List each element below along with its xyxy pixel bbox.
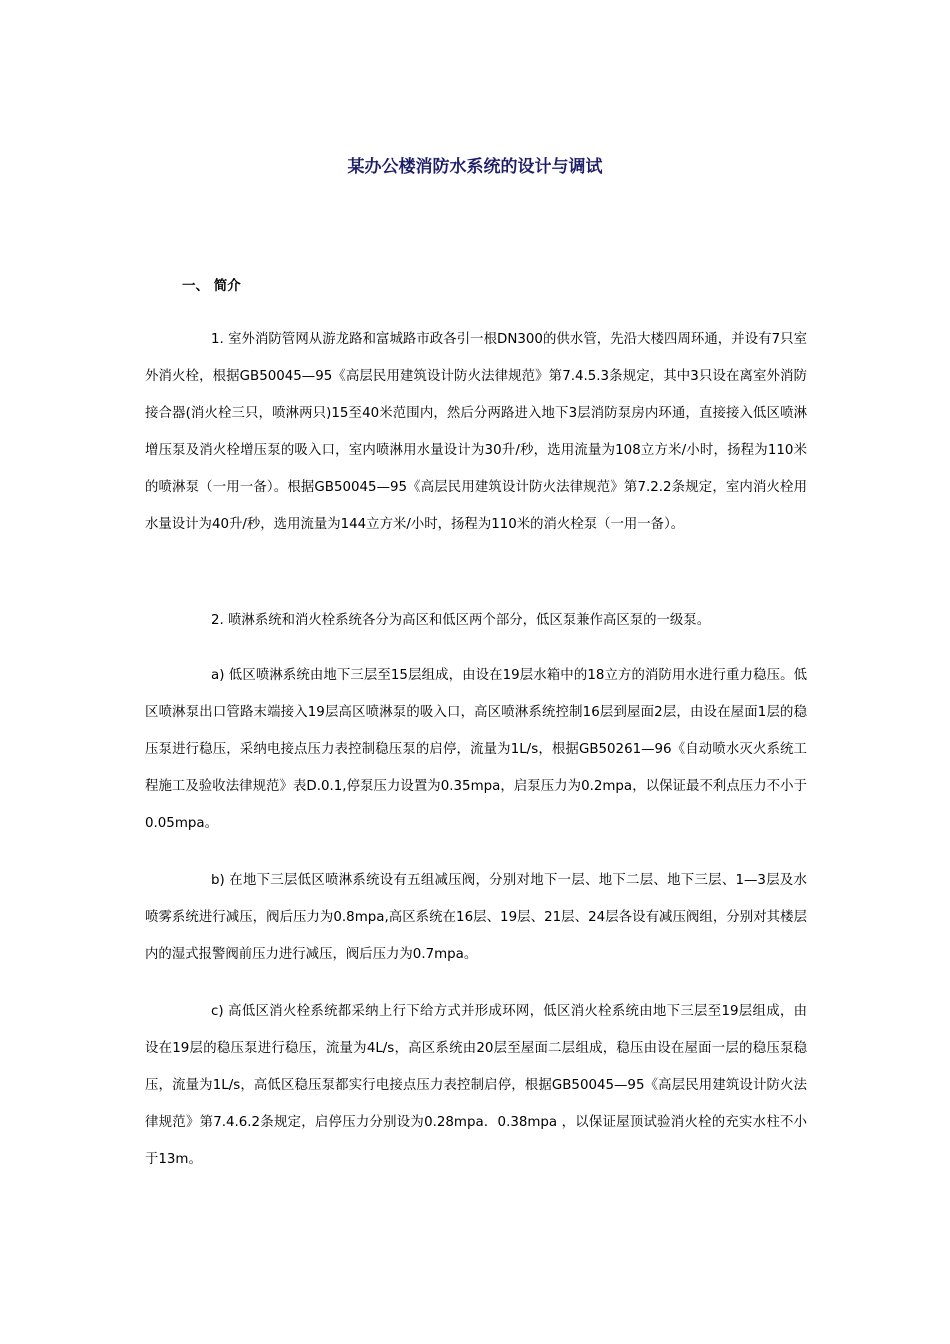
document-title: 某办公楼消防水系统的设计与调试: [347, 157, 603, 177]
paragraph-1: 1. 室外消防管网从游龙路和富城路市政各引一根DN300的供水管，先沿大楼四周环通，并设有7只室外消火栓，根据GB50045—95《高层民用建筑设计防火法律规范》第7.4.5.3条规定，其中3只设在离室外消防接合器(消火栓三只，喷淋两只)15至40米范围内，然后分两路进入地下3层消防泵房内环通，直接接入低区喷淋增压泵及消火栓增压泵的吸入口，室内喷淋用水量设计为30升/秒，选用流量为108立方米/小时，扬程为110米的喷淋泵（一用一备）。根据GB50045—95《高层民用建筑设计防火法律规范》第7.2.2条规定，室内消火栓用水量设计为40升/秒，选用流量为144立方米/小时，扬程为110米的消火栓泵（一用一备）。: [145, 332, 807, 532]
paragraph-2: 2. 喷淋系统和消火栓系统各分为高区和低区两个部分，低区泵兼作高区泵的一级泵。: [211, 613, 711, 628]
paragraph-c: c) 高低区消火栓系统都采纳上行下给方式并形成环网，低区消火栓系统由地下三层至19层组成，由设在19层的稳压泵进行稳压，流量为4L/s，高区系统由20层至屋面二层组成，稳压由设在屋面一层的稳压泵稳压，流量为1L/s，高低区稳压泵都实行电接点压力表控制启停，根据GB50045—95《高层民用建筑设计防火法律规范》第7.4.6.2条规定，启停压力分别设为0.28mpa．0.38mpa ，以保证屋顶试验消火栓的充实水柱不小于13m。: [145, 1004, 807, 1167]
paragraph-b: b) 在地下三层低区喷淋系统设有五组减压阀，分别对地下一层、地下二层、地下三层、1—3层及水喷雾系统进行减压，阀后压力为0.8mpa,高区系统在16层、19层、21层、24层各设有减压阀组，分别对其楼层内的湿式报警阀前压力进行减压，阀后压力为0.7mpa。: [145, 873, 807, 962]
paragraph-a: a) 低区喷淋系统由地下三层至15层组成，由设在19层水箱中的18立方的消防用水进行重力稳压。低区喷淋泵出口管路末端接入19层高区喷淋泵的吸入口，高区喷淋系统控制16层到屋面2层，由设在屋面1层的稳压泵进行稳压，采纳电接点压力表控制稳压泵的启停，流量为1L/s，根据GB50261—96《自动喷水灭火系统工程施工及验收法律规范》表D.0.1,停泵压力设置为0.35mpa，启泵压力为0.2mpa，以保证最不利点压力不小于0.05mpa。: [145, 668, 807, 831]
section-heading: 一、 简介: [182, 278, 241, 294]
